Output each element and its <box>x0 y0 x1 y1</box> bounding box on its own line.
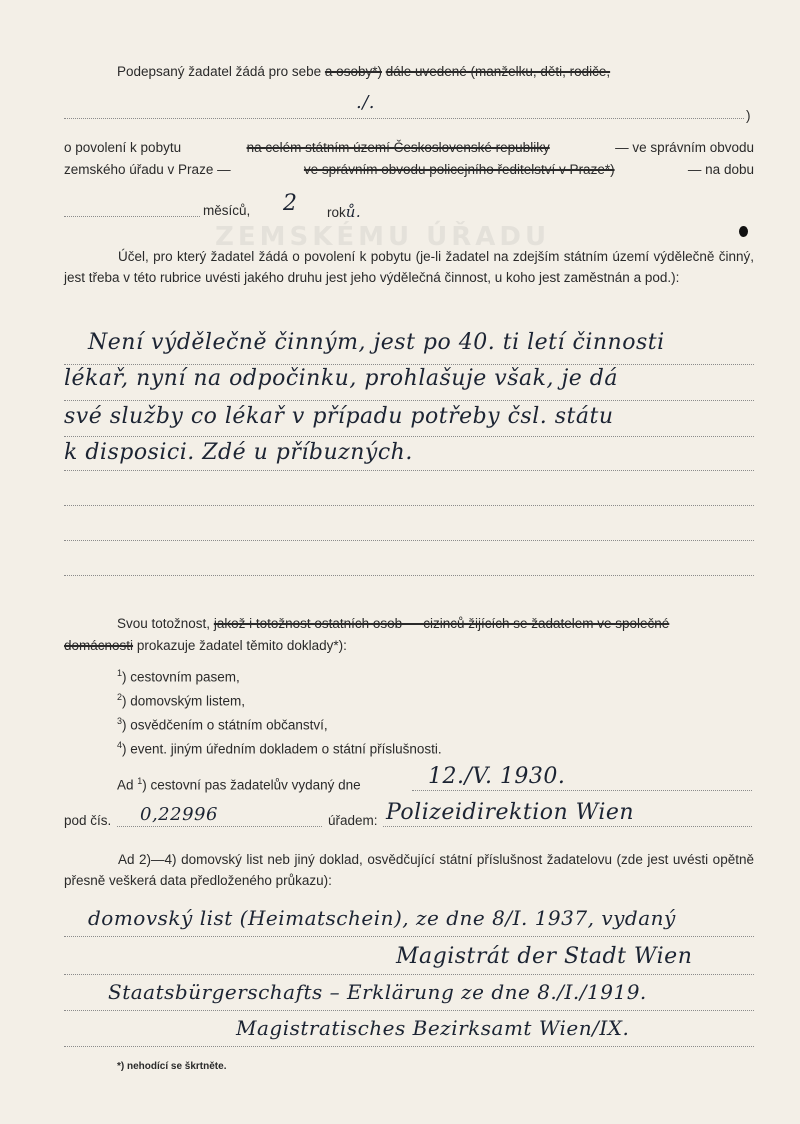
purpose-hand-line-3: své služby co lékař v případu potřeby čsl. státu <box>64 404 614 429</box>
permit-line2-b: — na dobu <box>687 162 754 177</box>
identity-struck-1: jakož i totožnost ostatních osob — cizinců žijících se žadatelem ve společné <box>213 616 670 631</box>
hand-years: 2 <box>283 191 298 216</box>
permit-line2-struck: ve správním obvodu policejního ředitelství v Praze*) <box>303 162 615 177</box>
intro-struck-2: dále uvedené (manželku, děti, rodiče, <box>385 64 611 79</box>
faded-stamp: ZEMSKÉMU ÚŘADU <box>215 222 551 252</box>
dotted-line <box>64 936 754 937</box>
intro-line <box>117 64 610 79</box>
dotted-line <box>64 118 744 119</box>
purpose-text: Účel, pro který žadatel žádá o povolení k pobytu (je-li žadatel na zdejším státním území výdělečně činný, jest třeba v této rubrice uvésti jakého druhu jest jeho výdělečná činnost, u koho jest zaměstnán a pod.): <box>64 249 754 285</box>
intro-struck-1: a osoby*) <box>324 64 382 79</box>
dotted-line <box>64 974 754 975</box>
identity-item: $^1$) cestovním pasem, <box>117 668 240 685</box>
passport-office-label: úřadem: <box>328 813 378 828</box>
footnote: *) nehodící se škrtněte. <box>117 1061 227 1072</box>
ink-dot <box>739 226 748 237</box>
dotted-line <box>117 826 322 827</box>
passport-line: Ad $^1$) cestovní pas žadatelův vydaný dne <box>117 776 361 793</box>
permit-line1-b: — ve správním obvodu <box>615 140 754 155</box>
permit-line2-a: zemského úřadu v Praze — <box>64 162 231 177</box>
closing-paren: ) <box>746 108 751 123</box>
dotted-line <box>64 575 754 576</box>
hand-years-suffix: ů. <box>345 203 362 221</box>
domicile-hand-line-1: domovský list (Heimatschein), ze dne 8/I. 1937, vydaný <box>88 906 676 930</box>
dotted-line <box>64 364 754 365</box>
domicile-hand-line-3: Staatsbürgerschafts – Erklärung ze dne 8./I./1919. <box>108 980 647 1004</box>
dotted-line <box>64 470 754 471</box>
identity-line-2 <box>64 638 347 653</box>
permit-line-2 <box>64 162 754 177</box>
months-label: měsíců, <box>203 203 251 218</box>
passport-hand-number: 0,22996 <box>140 804 218 825</box>
dotted-line <box>383 826 752 827</box>
dotted-line <box>64 505 754 506</box>
permit-line1-a: o povolení k pobytu <box>64 140 182 155</box>
identity-prefix: Svou totožnost, <box>117 616 211 631</box>
identity-line-1 <box>117 616 669 631</box>
identity-item: $^3$) osvědčením o státním občanství, <box>117 716 328 733</box>
identity-item: $^2$) domovským listem, <box>117 692 246 709</box>
dotted-line <box>64 436 754 437</box>
domicile-hand-line-2: Magistrát der Stadt Wien <box>396 944 693 969</box>
dotted-line <box>64 1046 754 1047</box>
purpose-hand-line-1: Není výdělečně činným, jest po 40. ti letí činnosti <box>88 330 665 355</box>
dotted-line <box>64 1010 754 1011</box>
dotted-line <box>64 400 754 401</box>
dotted-line <box>64 216 200 217</box>
identity-suffix: prokazuje žadatel těmito doklady*): <box>136 638 347 653</box>
intro-prefix: Podepsaný žadatel žádá pro sebe <box>117 64 322 79</box>
passport-hand-date: 12./V. 1930. <box>428 764 566 789</box>
identity-item: $^4$) event. jiným úředním dokladem o státní příslušnosti. <box>117 740 442 757</box>
dotted-line <box>412 790 752 791</box>
permit-line-1 <box>64 140 754 155</box>
domicile-text: Ad 2)—4) domovský list neb jiný doklad, osvědčující státní příslušnost žadatelovu (zde jest uvésti opětně přesně veškerá data předloženého průkazu): <box>64 852 754 888</box>
domicile-hand-line-4: Magistratisches Bezirksamt Wien/IX. <box>236 1016 630 1040</box>
passport-hand-office: Polizeidirektion Wien <box>386 800 635 825</box>
purpose-hand-line-4: k disposici. Zdé u příbuzných. <box>64 440 413 465</box>
identity-struck-2: domácnosti <box>64 638 134 653</box>
passport-label: cestovní pas žadatelův vydaný dne <box>150 777 361 793</box>
purpose-hand-line-2: lékař, nyní na odpočinku, prohlašuje však, je dá <box>64 366 618 391</box>
intro-hand-mark: ./. <box>356 92 376 113</box>
permit-line1-struck: na celém státním území Československé republiky <box>246 140 550 155</box>
dotted-line <box>64 540 754 541</box>
years-label: roků. <box>327 203 362 221</box>
passport-number-label: pod čís. <box>64 813 112 828</box>
